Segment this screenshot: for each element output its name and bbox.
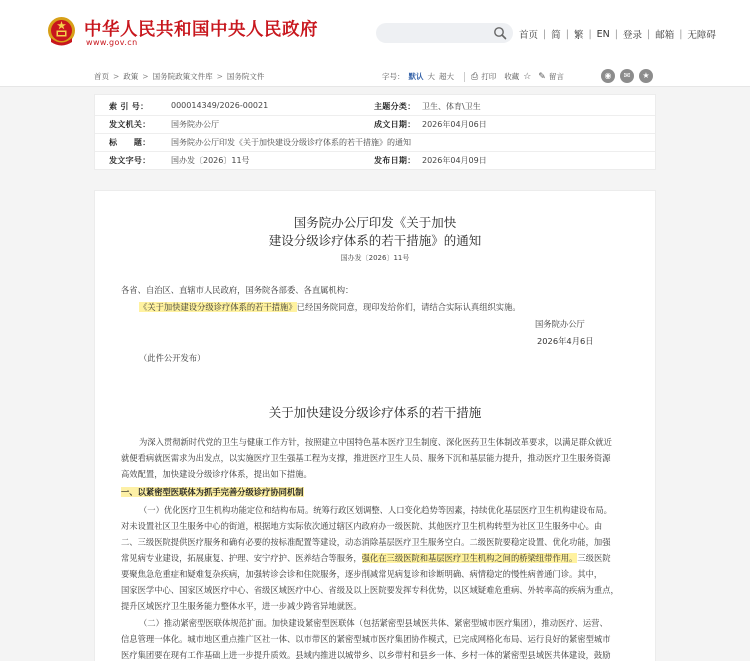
breadcrumb-separator: > bbox=[216, 72, 223, 81]
info-row bbox=[95, 115, 655, 134]
measures-title: 关于加快建设分级诊疗体系的若干措施 bbox=[268, 405, 482, 420]
intro-line: 就便看病就医需求为出发点，以实施医疗卫生强基工程为支撑，推进医疗卫生人员、服务下沉和基层能力提升，推动医疗卫生服务资源 bbox=[121, 453, 611, 463]
paragraph-line: 提升区域医疗卫生服务能力整体水平，进一步减少跨省异地就医。 bbox=[121, 601, 362, 611]
notice-paragraph bbox=[139, 300, 521, 316]
sign-date: 2026年4月6日 bbox=[537, 336, 594, 346]
signature: 国务院办公厅 bbox=[535, 319, 585, 329]
doc-number-value: 国办发〔2026〕11号 bbox=[171, 156, 250, 165]
comment-icon[interactable]: ✎ bbox=[538, 71, 546, 82]
weibo-share-icon[interactable]: ◉ bbox=[601, 69, 615, 83]
written-date-value: 2026年04月06日 bbox=[422, 120, 487, 129]
national-emblem-icon[interactable] bbox=[47, 16, 76, 47]
qzone-share-icon[interactable]: ★ bbox=[639, 69, 653, 83]
intro-line: 为深入贯彻新时代党的卫生与健康工作方针，按照建立中国特色基本医疗卫生制度、深化医药卫生体制改革要求，以满足群众就近 bbox=[139, 437, 612, 447]
intro-line: 高效配置，加快建设分级诊疗体系，提出如下措施。 bbox=[121, 469, 312, 479]
publish-date-label: 发布日期： bbox=[374, 156, 416, 165]
wechat-share-icon[interactable]: ✉ bbox=[620, 69, 634, 83]
font-size-label: 字号： bbox=[382, 72, 405, 81]
article-title-line1: 国务院办公厅印发《关于加快 bbox=[293, 215, 457, 230]
divider: | bbox=[646, 28, 651, 40]
print-button[interactable]: 打印 bbox=[481, 72, 497, 81]
paragraph-line: （一）优化医疗卫生机构功能定位和结构布局。统筹行政区划调整、人口变化趋势等因素，持续优化基层医疗卫生机构建设布局。 bbox=[139, 505, 612, 515]
link-home[interactable]: 首页 bbox=[519, 30, 539, 41]
addressee: 各省、自治区、直辖市人民政府，国务院各部委、各直属机构： bbox=[121, 285, 354, 295]
site-domain: www.gov.cn bbox=[86, 38, 138, 47]
breadcrumb bbox=[94, 71, 264, 82]
paragraph-line: 对未设置社区卫生服务中心的街道，根据地方实际依次通过辖区内政府办一级医院、其他医疗卫生机构转型为社区卫生服务中心。由 bbox=[121, 521, 603, 531]
breadcrumb-state-council-docs[interactable]: 国务院文件 bbox=[226, 72, 265, 81]
divider: | bbox=[543, 28, 547, 40]
line-text: 三级医院 bbox=[577, 553, 611, 563]
paragraph-line: 二、三级医院提供医疗服务和确有必要的按标准配置等建设，动态消除基层医疗卫生服务空白。二级医院要稳定设置、优化功能，加强 bbox=[121, 537, 611, 547]
font-size-large[interactable]: 大 bbox=[427, 72, 435, 81]
site-header bbox=[0, 0, 750, 66]
section-1-title: 一、以紧密型医联体为抓手完善分级诊疗协同机制 bbox=[121, 487, 304, 497]
bridge-highlight: 强化在三级医院和基层医疗卫生机构之间的桥梁纽带作用。 bbox=[361, 553, 578, 563]
info-row bbox=[95, 151, 655, 170]
breadcrumb-policy-library[interactable]: 国务院政策文件库 bbox=[152, 72, 213, 81]
breadcrumb-bar bbox=[0, 66, 750, 87]
print-icon[interactable]: ⎙ bbox=[471, 71, 479, 82]
search-input[interactable] bbox=[376, 23, 513, 43]
title-label: 标 题： bbox=[109, 138, 151, 147]
link-mail[interactable]: 邮箱 bbox=[655, 30, 675, 41]
line-text: 常见病专业建设，拓展康复、护理、安宁疗护、医养结合等服务， bbox=[121, 553, 362, 563]
paragraph-line: 信息管理一体化。城市地区重点推广区社一体、以市带区的紧密型城市医疗集团协作模式，已完成网格化布局、运行良好的紧密型城市 bbox=[121, 634, 611, 644]
link-login[interactable]: 登录 bbox=[622, 30, 642, 41]
paragraph-line: 要聚焦急危重症和疑难复杂疾病，加强转诊会诊和住院服务，逐步削减常见病复诊和诊断明确、病情稳定的慢性病普通门诊。其中， bbox=[121, 569, 603, 579]
info-row bbox=[95, 97, 655, 116]
issuer-value: 国务院办公厅 bbox=[171, 120, 219, 129]
document-info-table bbox=[94, 94, 656, 170]
topic-value: 卫生、体育\卫生 bbox=[422, 102, 481, 111]
breadcrumb-separator: > bbox=[142, 72, 149, 81]
paragraph-line: （二）推动紧密型医联体规范扩面。加快建设紧密型医联体（包括紧密型县域医共体、紧密型城市医疗集团），推动医疗、运营、 bbox=[139, 618, 608, 628]
topic-label: 主题分类： bbox=[374, 102, 416, 111]
top-links bbox=[519, 27, 716, 41]
favorite-button[interactable]: 收藏 bbox=[504, 72, 520, 81]
paragraph-line: 医疗集团要在现有工作基础上进一步提升质效。县域内推进以城带乡、以乡带村和县乡一体、乡村一体的紧密型县域医共体建设，鼓励 bbox=[121, 650, 611, 660]
comment-button[interactable]: 留言 bbox=[548, 72, 564, 81]
paragraph-line: 国家医学中心、国家区域医疗中心、省级区域医疗中心、省级及以上医院要发挥专科优势，以区域疑难危重病、外转率高的疾病为重点， bbox=[121, 585, 619, 595]
divider: | bbox=[588, 28, 592, 40]
written-date-label: 成文日期： bbox=[374, 120, 416, 129]
star-icon[interactable]: ☆ bbox=[523, 71, 532, 82]
breadcrumb-home[interactable]: 首页 bbox=[94, 72, 109, 81]
publish-date-value: 2026年04月09日 bbox=[422, 156, 487, 165]
search-icon[interactable] bbox=[493, 26, 507, 40]
divider: | bbox=[679, 28, 683, 40]
notice-highlight: 《关于加快建设分级诊疗体系的若干措施》 bbox=[139, 302, 297, 312]
index-value: 000014349/2026-00021 bbox=[171, 101, 269, 110]
link-traditional[interactable]: 繁 bbox=[573, 30, 584, 41]
section-heading bbox=[121, 485, 304, 501]
font-size-default[interactable]: 默认 bbox=[408, 72, 424, 81]
link-simplified[interactable]: 简 bbox=[551, 30, 561, 41]
info-row bbox=[95, 133, 655, 152]
divider bbox=[464, 72, 465, 82]
doc-number-label: 发文字号： bbox=[109, 156, 151, 165]
index-label: 索 引 号： bbox=[109, 102, 149, 111]
issuer-label: 发文机关： bbox=[109, 120, 151, 129]
divider: | bbox=[614, 28, 618, 40]
paragraph-line bbox=[121, 551, 611, 567]
article-body bbox=[94, 190, 656, 661]
site-title[interactable]: 中华人民共和国中央人民政府 bbox=[84, 20, 318, 40]
breadcrumb-separator: > bbox=[113, 72, 120, 81]
font-size-xlarge[interactable]: 超大 bbox=[439, 72, 454, 81]
breadcrumb-policy[interactable]: 政策 bbox=[123, 72, 139, 81]
link-accessibility[interactable]: 无障碍 bbox=[687, 30, 716, 41]
article-title-line2: 建设分级诊疗体系的若干措施》的通知 bbox=[268, 233, 482, 248]
divider: | bbox=[565, 28, 569, 40]
article-tools bbox=[382, 71, 568, 82]
notice-text: 已经国务院同意，现印发给你们，请结合实际认真组织实施。 bbox=[296, 302, 521, 312]
public-note: （此件公开发布） bbox=[139, 353, 206, 363]
article-doc-number: 国办发〔2026〕11号 bbox=[340, 254, 410, 262]
title-value: 国务院办公厅印发《关于加快建设分级诊疗体系的若干措施》的通知 bbox=[171, 138, 411, 147]
link-english[interactable]: EN bbox=[596, 28, 610, 40]
